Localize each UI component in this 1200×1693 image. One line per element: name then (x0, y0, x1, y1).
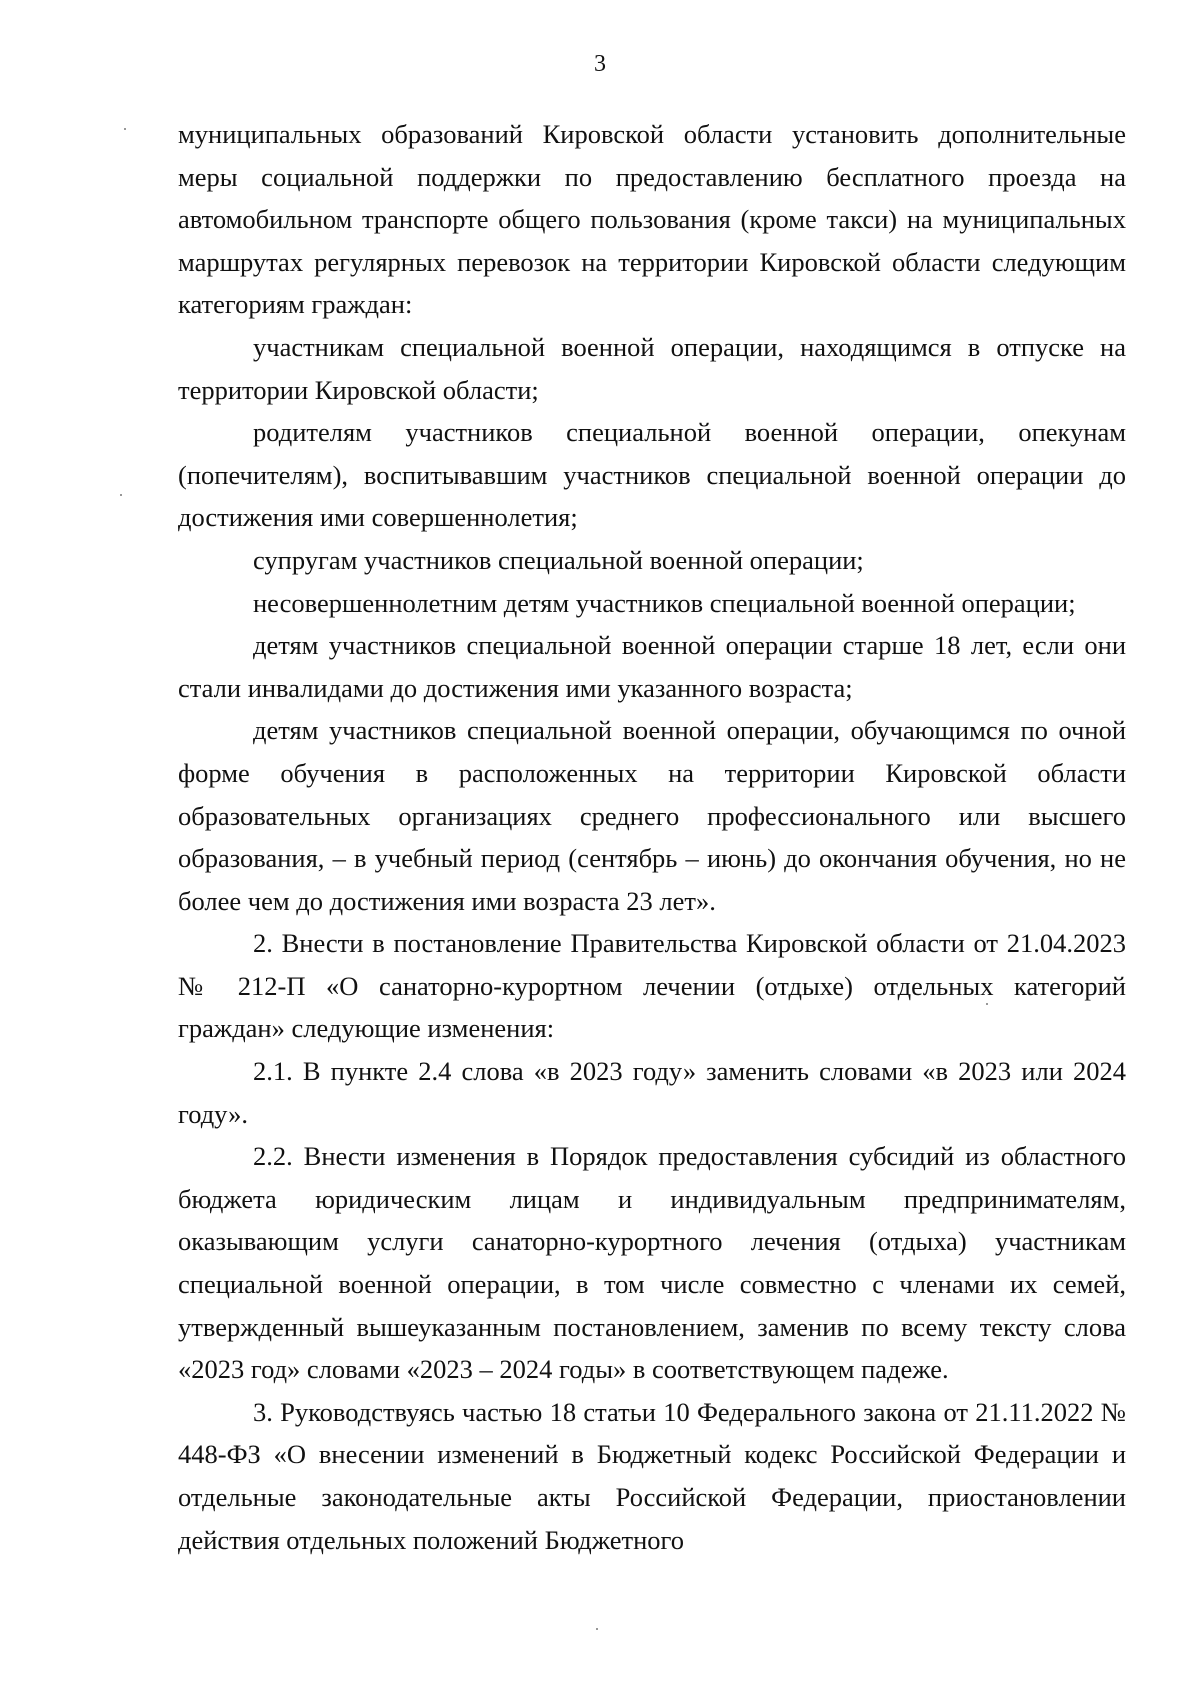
scan-speck (986, 1003, 988, 1005)
scan-speck (596, 1628, 598, 1630)
paragraph: участникам специальной военной операции, находящимся в отпуске на территории Кировской области; (178, 331, 1126, 405)
paragraph: муниципальных образований Кировской области установить дополнительные меры социальной поддержки по предоставлению бесплатного проезда на автомобильном транспорте общего пользования (кроме такси) на муниципальных маршрутах регулярных перевозок на территории Кировской области следующим категориям граждан: (178, 119, 1126, 320)
document-body (178, 113, 1126, 1561)
paragraph: детям участников специальной военной операции старше 18 лет, если они стали инвалидами до достижения ими указанного возраста; (178, 630, 1126, 703)
paragraph: 2. Внести в постановление Правительства Кировской области от 21.04.2023 № 212-П «О санаторно-курортном лечении (отдыхе) отдельных категорий граждан» следующие изменения: (178, 928, 1126, 1044)
paragraph: 3. Руководствуясь частью 18 статьи 10 Федерального закона от 21.11.2022 № 448-ФЗ «О внесении изменений в Бюджетный кодекс Российской Федерации и отдельные законодательные акты Российской Федерации, приостановлении действия отдельных положений Бюджетного (178, 1396, 1126, 1555)
paragraph: 2.2. Внести изменения в Порядок предоставления субсидий из областного бюджета юридическим лицам и индивидуальным предпринимателям, оказывающим услуги санаторно-курортного лечения (отдыха) участникам специальной военной операции, в том числе совместно с членами их семей, утвержденный вышеуказанным постановлением, заменив по всему тексту слова «2023 год» словами «2023 – 2024 годы» в соответствующем падеже. (178, 1141, 1126, 1385)
paragraph: родителям участников специальной военной операции, опекунам (попечителям), воспитывавшим участников специальной военной операции до достижения ими совершеннолетия; (178, 417, 1126, 533)
page-number: 3 (594, 51, 606, 77)
paragraph: супругам участников специальной военной операции; (253, 544, 864, 575)
paragraph: 2.1. В пункте 2.4 слова «в 2023 году» заменить словами «в 2023 или 2024 году». (178, 1056, 1126, 1129)
scan-speck (124, 128, 126, 130)
paragraph: несовершеннолетним детям участников специальной военной операции; (253, 587, 1076, 618)
paragraph: детям участников специальной военной операции, обучающимся по очной форме обучения в расположенных на территории Кировской области образовательных организациях среднего профессионального или высшего образования, – в учебный период (сентябрь – июнь) до окончания обучения, но не более чем до достижения ими возраста 23 лет». (178, 715, 1126, 916)
scan-speck (120, 494, 122, 496)
